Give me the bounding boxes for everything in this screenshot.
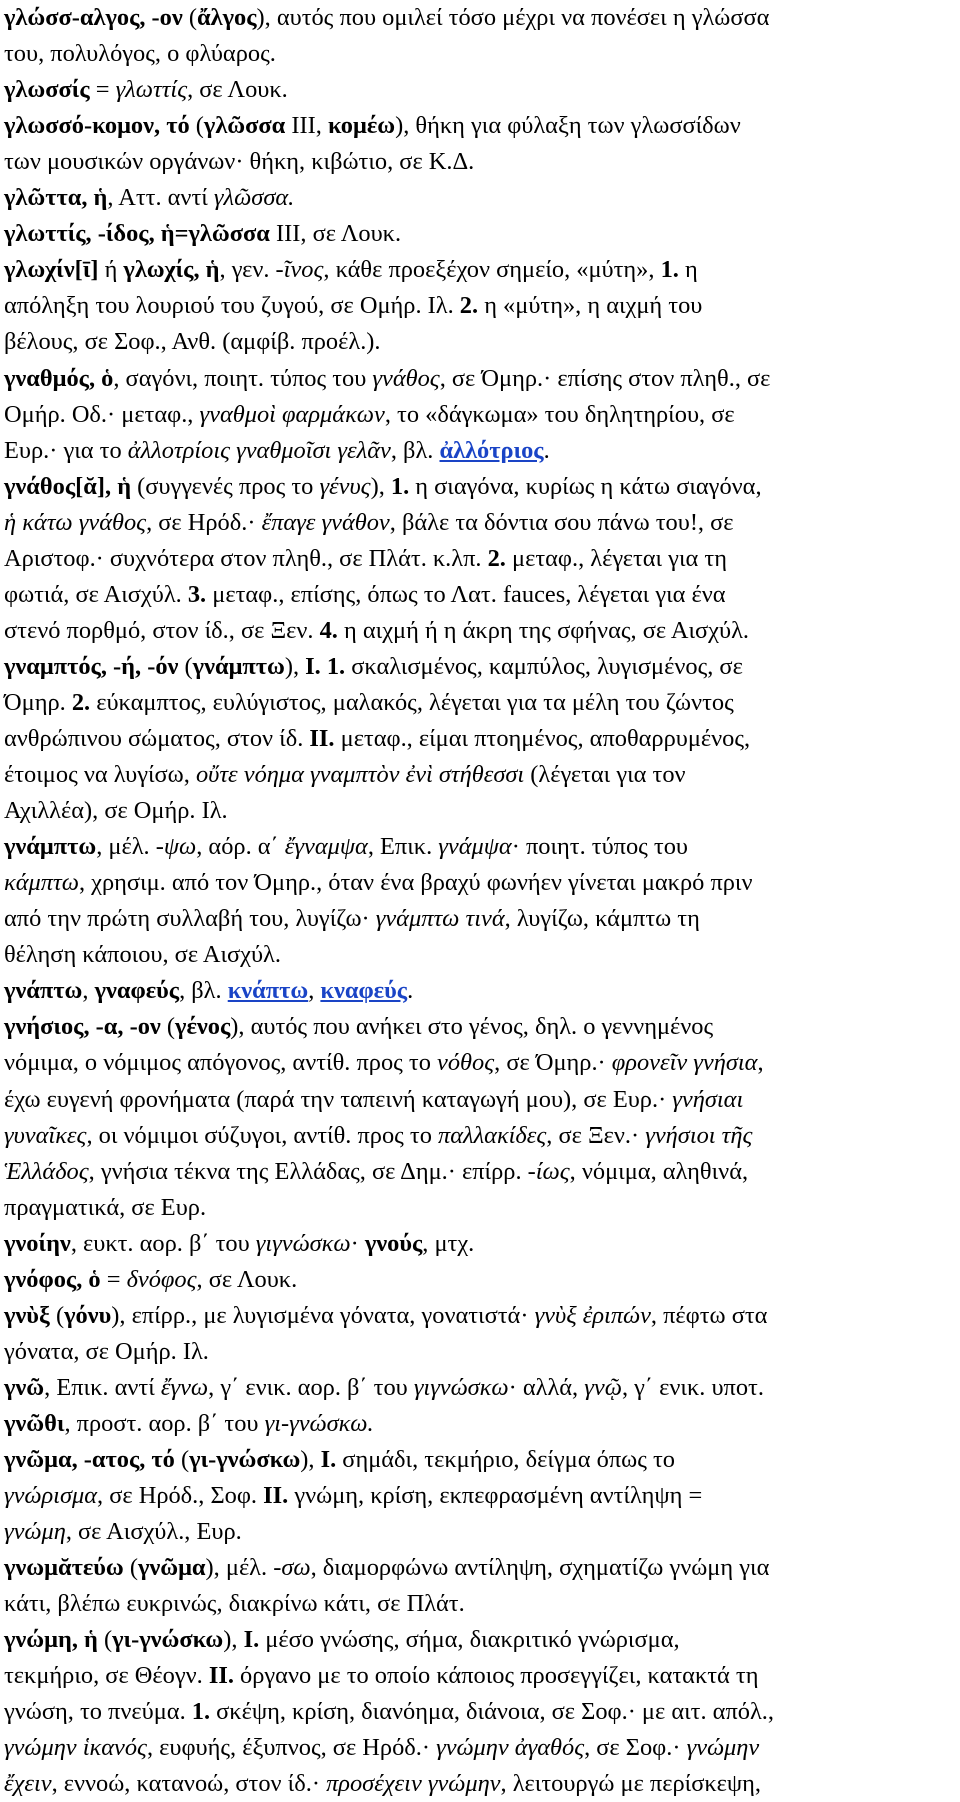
body-text: όργανο με το οποίο κάποιος προσεγγίζει, κατακτά τη <box>233 1662 759 1690</box>
text-line <box>4 324 381 360</box>
headword-text: 2. <box>71 688 91 716</box>
body-text: , Αττ. αντί <box>107 184 214 212</box>
headword-text: γναμπτός, -ή, -όν <box>4 652 179 680</box>
headword-text: γλωττίς, -ίδος, ἡ=γλῶσσα <box>4 220 270 248</box>
body-text: μεταφ., λέγεται για τη <box>505 544 727 572</box>
body-text: , <box>82 977 95 1005</box>
text-line <box>4 180 294 216</box>
body-text: , αόρ. α΄ <box>196 833 285 861</box>
headword-text: II. <box>263 1482 289 1510</box>
body-text: , οι νόμιμοι σύζυγοι, αντίθ. προς το <box>86 1121 438 1149</box>
headword-text: I. <box>320 1446 337 1473</box>
italic-text: γιγνώσκω <box>255 1229 351 1257</box>
headword-text: γνούς <box>364 1229 423 1257</box>
body-text: ), <box>370 472 391 500</box>
body-text: , βλ. <box>179 977 228 1005</box>
body-text: . <box>407 977 414 1005</box>
italic-text: ἔπαγε γνάθον <box>261 508 390 536</box>
body-text: Ευρ.· για το <box>4 436 128 464</box>
body-text: , <box>757 1049 764 1077</box>
text-line <box>4 1045 764 1081</box>
body-text: , διαμορφώνω αντίληψη, σχηματίζω γνώμη για <box>310 1554 770 1582</box>
headword-text: γνάμπτω <box>4 833 97 861</box>
headword-text: γνῶμα <box>137 1554 206 1582</box>
italic-text: γνώμη <box>4 1518 66 1546</box>
body-text: III, <box>285 112 328 140</box>
body-text: , Επικ. αντί <box>44 1373 161 1401</box>
text-line <box>4 541 727 577</box>
body-text: εύκαμπτος, ευλύγιστος, μαλακός, λέγεται για τα μέλη του ζώντος <box>90 688 734 716</box>
body-text: , σε Λουκ. <box>187 76 288 104</box>
text-line <box>4 1586 465 1622</box>
text-line <box>4 721 750 757</box>
headword-text: 1. <box>390 472 410 500</box>
body-text: η σιαγόνα, κυρίως η κάτω σιαγόνα, <box>409 472 762 500</box>
body-text: των μουσικών οργάνων· θήκη, κιβώτιο, σε Κ.Δ. <box>4 148 475 176</box>
body-text: σημάδι, τεκμήριο, δείγμα όπως το <box>336 1446 675 1473</box>
headword-text: γι-γνώσκω <box>189 1446 301 1473</box>
text-line <box>4 252 698 288</box>
body-text: ( <box>189 112 204 140</box>
text-line <box>4 1442 675 1478</box>
text-line <box>4 1082 743 1118</box>
headword-text: γνήσιος, -α, -ον <box>4 1013 161 1041</box>
body-text: , βάλε τα δόντια σου πάνω του!, σε <box>389 508 734 536</box>
text-line <box>4 829 688 865</box>
body-text: απόληξη του λουριού του ζυγού, σε Ομήρ. Ιλ. <box>4 292 460 320</box>
text-line <box>4 613 749 649</box>
headword-text: ἄλγος <box>197 4 257 31</box>
body-text: γόνατα, σε Ομήρ. Ιλ. <box>4 1337 209 1365</box>
headword-text: γλῶσσα <box>203 112 286 140</box>
italic-text: ἔχειν <box>4 1770 52 1798</box>
body-text: , το «δάγκωμα» του δηλητηρίου, σε <box>384 400 735 428</box>
headword-text: γι-γνώσκω <box>112 1626 224 1654</box>
headword-text: γλωχίς, ἡ <box>123 256 220 284</box>
headword-text: γλωσσίς <box>4 76 90 104</box>
italic-text: γναθμοὶ φαρμάκων <box>199 400 385 428</box>
italic-text: γιγνώσκω <box>413 1373 509 1401</box>
text-line <box>4 361 770 397</box>
body-text: γνώση, το πνεύμα. <box>4 1698 192 1726</box>
text-line <box>4 1622 680 1658</box>
body-text: , χρησιμ. από τον Όμηρ., όταν ένα βραχύ φωνήεν γίνεται μακρό πριν <box>78 869 753 897</box>
text-line <box>4 1694 774 1730</box>
body-text: , νόμιμα, αληθινά, <box>569 1157 749 1185</box>
body-text: μέσο γνώσης, σήμα, διακριτικό γνώρισμα, <box>259 1626 680 1654</box>
body-text: · αλλά, <box>508 1373 585 1401</box>
text-line <box>4 108 741 144</box>
text-line <box>4 577 726 613</box>
body-text: , λυγίζω, κάμπτω τη <box>504 905 700 933</box>
body-text: , σε Σοφ.· <box>584 1734 687 1762</box>
body-text: = <box>100 1265 127 1293</box>
text-line <box>4 757 686 793</box>
body-text: , ευφυής, έξυπνος, σε Ηρόδ.· <box>146 1734 437 1762</box>
text-line <box>4 1658 758 1694</box>
body-text: Όμηρ. <box>4 688 72 716</box>
headword-text: γναφεύς <box>94 977 180 1005</box>
italic-text: γνώμην <box>686 1734 760 1762</box>
body-text: ), επίρρ., με λυγισμένα γόνατα, γονατιστά· <box>111 1301 535 1329</box>
italic-text: δνόφος <box>126 1265 197 1293</box>
headword-text: γνῶθι <box>4 1409 65 1437</box>
italic-text: Ἑλλάδος <box>4 1157 89 1185</box>
text-line <box>4 1514 242 1550</box>
italic-text: γνάθος <box>372 364 440 392</box>
italic-text: γνώμην ἱκανός <box>4 1734 147 1762</box>
body-text: βέλους, σε Σοφ., Ανθ. (αμφίβ. προέλ.). <box>4 328 381 356</box>
body-text: , κάθε προεξέχον σημείο, «μύτη», <box>323 256 661 284</box>
text-line <box>4 1406 374 1442</box>
body-text: , μέλ. <box>96 833 156 861</box>
text-line <box>4 397 735 433</box>
body-text: ( <box>97 1626 113 1654</box>
body-text: ανθρώπινου σώματος, στον ίδ. <box>4 725 310 752</box>
body-text: η «μύτη», η αιχμή του <box>478 292 703 320</box>
headword-text: 2. <box>487 544 506 572</box>
body-text: κάτι, βλέπω ευκρινώς, διακρίνω κάτι, σε Πλάτ. <box>4 1590 465 1618</box>
body-text: μεταφ., είμαι πτοημένος, αποθαρρυμένος, <box>334 725 751 752</box>
italic-text: γένυς <box>319 472 371 500</box>
italic-text: γνῷ <box>584 1373 622 1401</box>
body-text: η αιχμή ή η άκρη της σφήνας, σε Αισχύλ. <box>337 616 749 644</box>
text-line <box>4 1766 761 1802</box>
text-line <box>4 649 743 685</box>
headword-text: γνοίην <box>4 1229 71 1257</box>
body-text: ), αυτός που ομιλεί τόσο μέχρι να πονέσει η γλώσσα <box>256 4 770 31</box>
headword-text: 1. <box>660 256 679 284</box>
italic-text: γλῶσσα. <box>213 184 295 212</box>
body-text: , σε Ηρόδ.· <box>146 508 262 536</box>
body-text: ή <box>98 256 124 284</box>
italic-text: ἀλλοτρίοις γναθμοῖσι γελᾶν <box>127 436 391 464</box>
body-text: γνώμη, κρίση, εκπεφρασμένη αντίληψη = <box>288 1482 703 1510</box>
italic-text: παλλακίδες <box>438 1121 547 1149</box>
italic-text: ἔγνω <box>160 1373 209 1401</box>
cross-reference-link[interactable]: κνάπτω <box>227 977 309 1005</box>
text-line <box>4 72 288 108</box>
body-text: , σε Ηρόδ., Σοφ. <box>97 1482 264 1510</box>
text-line <box>4 1370 764 1406</box>
headword-text: 3. <box>187 580 207 608</box>
body-text: μεταφ., επίσης, όπως το Λατ. fauces, λέγεται για ένα <box>206 580 726 608</box>
italic-text: γυναῖκες <box>4 1121 87 1149</box>
headword-text: γόνυ <box>64 1301 112 1329</box>
italic-text: οὔτε νόημα γναμπτὸν ἐνὶ στήθεσσι <box>195 761 525 789</box>
headword-text: II. <box>309 725 335 752</box>
body-text: · <box>350 1229 365 1257</box>
headword-text: γνάμπτω <box>192 652 285 680</box>
headword-text: I. <box>243 1626 260 1654</box>
body-text: σκέψη, κρίση, διανόημα, διάνοια, σε Σοφ.· με αιτ. απόλ., <box>210 1698 774 1726</box>
body-text: σκαλισμένος, καμπύλος, λυγισμένος, σε <box>345 652 743 680</box>
text-line <box>4 973 413 1009</box>
body-text: , εννοώ, κατανοώ, στον ίδ.· <box>51 1770 327 1798</box>
text-line <box>4 901 700 937</box>
italic-text: γνὺξ ἐριπών <box>534 1301 651 1329</box>
body-text: ( <box>174 1446 190 1473</box>
body-text: , σε Ξεν.· <box>546 1121 646 1149</box>
body-text: , βλ. <box>390 436 440 464</box>
body-text: , σε Λουκ. <box>196 1265 298 1293</box>
body-text: , Επικ. <box>367 833 439 861</box>
text-line <box>4 505 734 541</box>
body-text: ( <box>182 4 198 31</box>
text-line <box>4 144 474 180</box>
headword-text: 4. <box>319 616 338 644</box>
italic-text: γνώμην ἀγαθός <box>436 1734 585 1762</box>
text-line <box>4 1226 474 1262</box>
body-text: ( <box>160 1013 176 1041</box>
body-text: τεκμήριο, σε Θέογν. <box>4 1662 209 1690</box>
body-text: , λειτουργώ με περίσκεψη, <box>500 1770 762 1798</box>
italic-text: γνάμψα <box>438 833 512 861</box>
body-text: ), <box>223 1626 244 1654</box>
body-text: , σε Όμηρ.· επίσης στον πληθ., σε <box>439 364 771 392</box>
body-text: , σε Όμηρ.· <box>494 1049 612 1077</box>
text-line <box>4 1262 297 1298</box>
text-line <box>4 1478 702 1514</box>
body-text: , γ΄ ενικ. υποτ. <box>621 1373 764 1401</box>
body-text: ), θήκη για φύλαξη των γλωσσίδων <box>395 112 741 140</box>
body-text: ), μέλ. <box>205 1554 274 1582</box>
text-line <box>4 1009 713 1045</box>
body-text: η <box>678 256 698 284</box>
body-text: θέληση κάποιου, σε Αισχύλ. <box>4 941 281 969</box>
body-text: ( <box>123 1554 138 1582</box>
italic-text: ἔγναμψα <box>284 833 368 861</box>
body-text: ), <box>300 1446 321 1473</box>
headword-text: γλώσσ-αλγος, -ον <box>4 4 183 31</box>
text-line <box>4 1154 748 1190</box>
body-text: Αχιλλέα), σε Ομήρ. Ιλ. <box>4 797 228 825</box>
italic-text: ἡ κάτω γνάθος <box>4 508 147 536</box>
italic-text: -ίως <box>527 1157 570 1185</box>
headword-text: γλωχίν[ῑ] <box>4 256 99 284</box>
body-text: , γεν. <box>219 256 276 284</box>
body-text: του, πολυλόγος, ο φλύαρος. <box>4 40 276 68</box>
body-text: νόμιμα, ο νόμιμος απόγονος, αντίθ. προς το <box>4 1049 438 1077</box>
text-line <box>4 1118 752 1154</box>
cross-reference-link[interactable]: κναφεύς <box>320 977 408 1005</box>
headword-text: γλῶττα, ἡ <box>4 184 108 212</box>
body-text: ), αυτός που ανήκει στο γένος, δηλ. ο γεννημένος <box>230 1013 714 1041</box>
body-text: , σαγόνι, ποιητ. τύπος του <box>113 364 373 392</box>
text-line <box>4 1298 767 1334</box>
body-text: Αριστοφ.· συχνότερα στον πληθ., σε Πλάτ. κ.λπ. <box>4 544 488 572</box>
headword-text: 1. <box>191 1698 211 1726</box>
body-text: (συγγενές προς το <box>131 472 320 500</box>
italic-text: νόθος <box>437 1049 495 1077</box>
text-line <box>4 469 762 505</box>
body-text: έχω ευγενή φρονήματα (παρά την ταπεινή καταγωγή μου), σε Ευρ.· <box>4 1085 673 1113</box>
italic-text: -σω <box>273 1554 311 1582</box>
headword-text: 2. <box>459 292 479 320</box>
text-line <box>4 288 702 324</box>
italic-text: γι-γνώσκω. <box>264 1409 374 1437</box>
body-text: Ομήρ. Οδ.· μεταφ., <box>4 400 200 428</box>
body-text: (λέγεται για τον <box>524 761 686 789</box>
text-line <box>4 216 401 252</box>
body-text: ), <box>284 652 306 680</box>
text-line <box>4 937 281 973</box>
italic-text: φρονεῖν γνήσια <box>611 1049 758 1077</box>
italic-text: γλωττίς <box>115 76 188 104</box>
body-text: , πέφτω στα <box>650 1301 768 1329</box>
text-line <box>4 1730 759 1766</box>
cross-reference-link[interactable]: ἀλλότριος <box>439 436 544 464</box>
body-text: φωτιά, σε Αισχύλ. <box>4 580 188 608</box>
italic-text: -ῖνος <box>275 256 324 284</box>
headword-text: γλωσσό-κομον, τό <box>4 112 190 140</box>
headword-text: κομέω <box>327 112 396 140</box>
italic-text: γνήσιαι <box>672 1085 744 1113</box>
headword-text: γνωμᾰτεύω <box>4 1554 124 1582</box>
headword-text: γνάπτω <box>4 977 83 1005</box>
text-line <box>4 1334 209 1370</box>
headword-text: γναθμός, ὁ <box>4 364 114 392</box>
text-line <box>4 36 276 72</box>
body-text: από την πρώτη συλλαβή του, λυγίζω· <box>4 905 376 933</box>
italic-text: κάμπτω <box>4 869 79 897</box>
body-text: πραγματικά, σε Ευρ. <box>4 1193 207 1221</box>
body-text: III, σε Λουκ. <box>269 220 402 248</box>
text-line <box>4 685 734 721</box>
headword-text: γνὺξ <box>4 1301 50 1329</box>
body-text: , μτχ. <box>422 1229 475 1257</box>
body-text: , σε Αισχύλ., Ευρ. <box>65 1518 242 1546</box>
body-text: , γ΄ ενικ. αορ. β΄ του <box>208 1373 414 1401</box>
headword-text: γνῶμα, -ατος, τό <box>4 1446 175 1473</box>
italic-text: προσέχειν γνώμην <box>326 1770 501 1798</box>
body-text: έτοιμος να λυγίσω, <box>4 761 196 789</box>
text-line <box>4 1190 206 1226</box>
headword-text: γένος <box>175 1013 231 1041</box>
text-line <box>4 865 753 901</box>
body-text: , γνήσια τέκνα της Ελλάδας, σε Δημ.· επίρρ. <box>88 1157 528 1185</box>
headword-text: I. 1. <box>305 652 346 680</box>
body-text: · ποιητ. τύπος του <box>511 833 688 861</box>
body-text: , ευκτ. αορ. β΄ του <box>70 1229 256 1257</box>
headword-text: γνάθος[ᾰ], ἡ <box>4 472 132 500</box>
body-text: , προστ. αορ. β΄ του <box>64 1409 265 1437</box>
headword-text: γνώμη, ἡ <box>4 1626 98 1654</box>
text-line <box>4 433 550 469</box>
headword-text: II. <box>208 1662 234 1690</box>
italic-text: γνώρισμα <box>4 1482 98 1510</box>
headword-text: γνῶ <box>4 1373 45 1401</box>
body-text: στενό πορθμό, στον ίδ., σε Ξεν. <box>4 616 320 644</box>
italic-text: γνάμπτω τινά <box>375 905 505 933</box>
body-text: ( <box>49 1301 65 1329</box>
body-text: . <box>543 436 550 464</box>
text-line <box>4 793 228 829</box>
italic-text: -ψω <box>155 833 197 861</box>
text-line <box>4 0 769 36</box>
text-line <box>4 1550 769 1586</box>
headword-text: γνόφος, ὁ <box>4 1265 101 1293</box>
body-text: ( <box>178 652 193 680</box>
body-text: = <box>89 76 116 104</box>
body-text: , <box>308 977 321 1005</box>
italic-text: γνήσιοι τῆς <box>645 1121 753 1149</box>
